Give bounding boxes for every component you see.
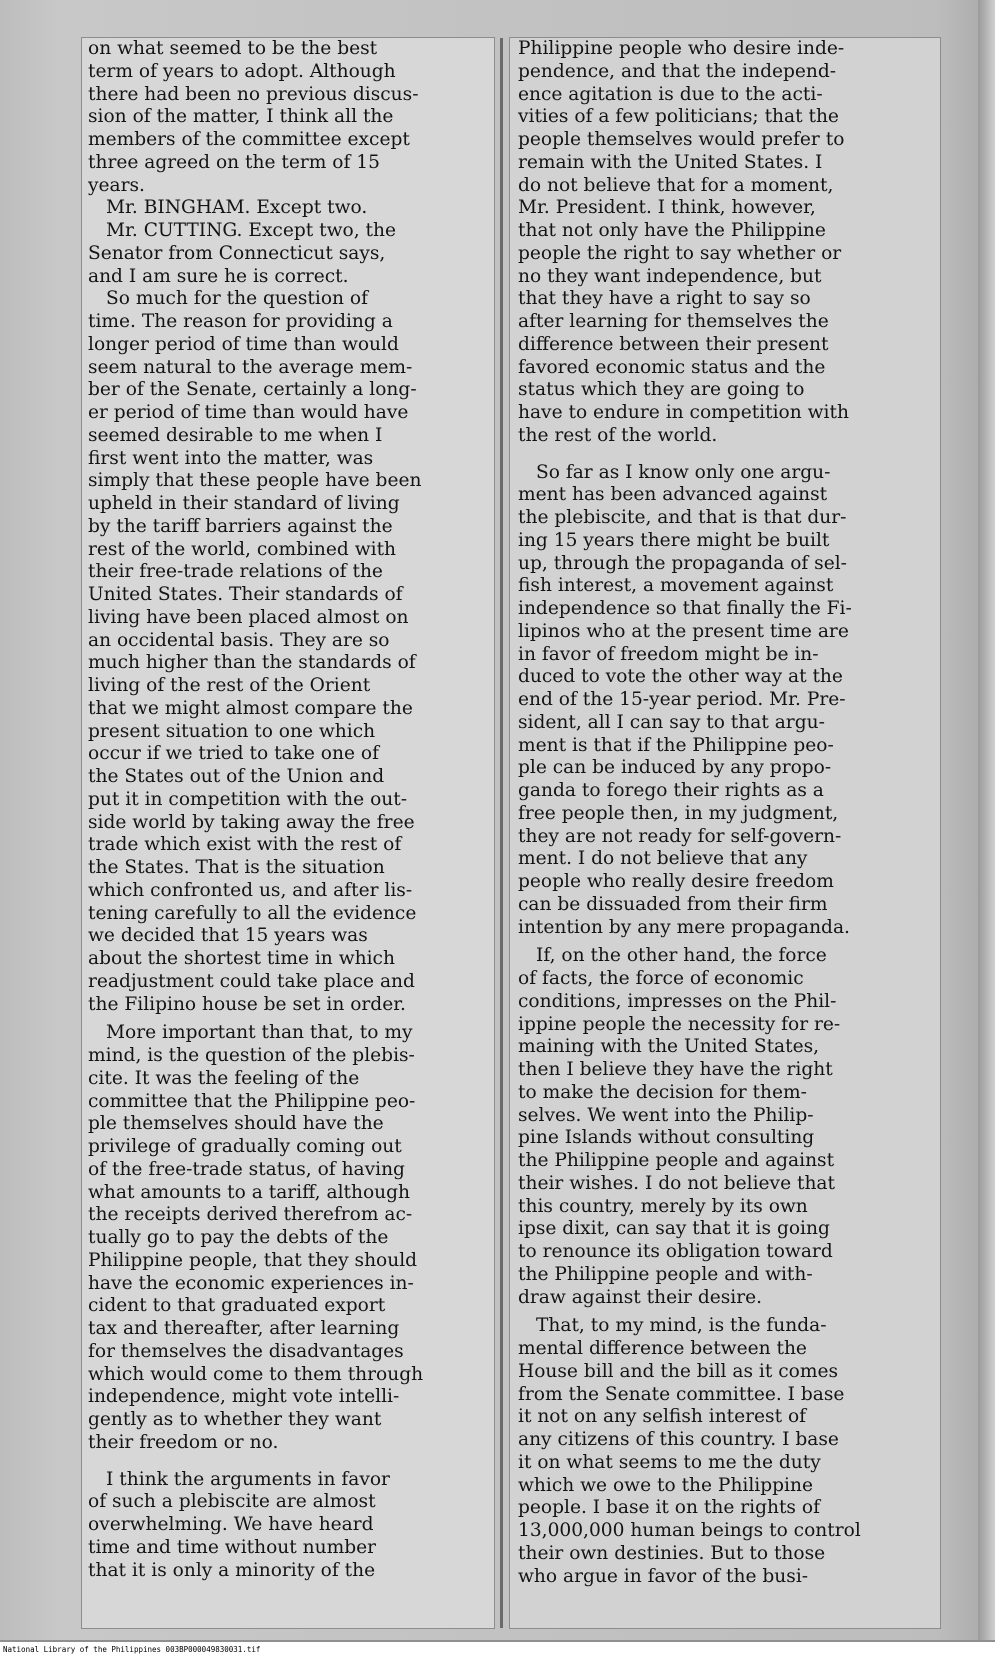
page-edge	[978, 0, 995, 1640]
paragraph: Mr. BINGHAM. Except two.	[106, 197, 368, 219]
paragraph: on what seemed to be the best term of years to adopt. Although there had been no previous discus- sion of the matter, I think all the members of the committee except three agreed on the term of 15 years.	[88, 38, 419, 196]
paragraph: More important than that, to my mind, is the question of the plebis- cite. It was the feeling of the committee that the Philippine peo- ple themselves should have the privilege of gradually coming out of the free-trade status, of having what amounts to a tariff, although the receipts derived therefrom ac- tually go to pay the debts of the Philippine people, that they should have the economic experiences in- cident to that graduated export tax and thereafter, after learning for themselves the disadvantages which would come to them through independence, might vote intelli- gently as to whether they want their freedom or no.	[88, 1022, 424, 1453]
newspaper-column-right	[510, 38, 940, 1628]
newspaper-column-left	[82, 38, 494, 1628]
paragraph: I think the arguments in favor of such a plebiscite are almost overwhelming. We have heard time and time without number that it is only a minority of the	[88, 1468, 390, 1581]
paragraph: That, to my mind, is the funda- mental difference between the House bill and the bill as it comes from the Senate committee. I base it not on any selfish interest of any citizens of this country. I base it on what seems to me the duty which we owe to the Philippine people. I base it on the rights of 13,000,000 human beings to control their own destinies. But to those who argue in favor of the busi-	[518, 1315, 861, 1587]
paragraph: So far as I know only one argu- ment has been advanced against the plebiscite, and that is that dur- ing 15 years there might be built up, through the propaganda of sel- fish interest, a movement against independence so that finally the Fi- lipinos who at the present time are in favor of freedom might be in- duced to vote the other way at the end of the 15-year period. Mr. Pre- sident, all I can say to that argu- ment is that if the Philippine peo- ple can be induced by any propo- ganda to forego their rights as a free people then, in my judgment, they are not ready for self-govern- ment. I do not believe that any people who really desire freedom can be dissuaded from their firm intention by any mere propaganda.	[518, 461, 852, 938]
paragraph: If, on the other hand, the force of facts, the force of economic conditions, impresses on the Phil- ippine people the necessity for re- maining with the United States, then I believe they have the right to make the decision for them- selves. We went into the Philip- pine Islands without consulting the Philippine people and against their wishes. I do not believe that this country, merely by its own ipse dixit, can say that it is going to renounce its obligation toward the Philippine people and with- draw against their desire.	[518, 945, 841, 1308]
column-divider	[500, 38, 503, 1628]
paragraph: So much for the question of time. The reason for providing a longer period of time than would seem natural to the average mem- ber of the Senate, certainly a long- er period of time than would have seemed desirable to me when I first went into the matter, was simply that these people have been upheld in their standard of living by the tariff barriers against the rest of the world, combined with their free-trade relations of the United States. Their standards of living have been placed almost on an occidental basis. They are so much higher than the standards of living of the rest of the Orient that we might almost compare the present situation to one which occur if we tried to take one of the States out of the Union and put it in competition with the out- side world by taking away the free trade which exist with the rest of the States. That is the situation which confronted us, and after lis- tening carefully to all the evidence we decided that 15 years was about the shortest time in which readjustment could take place and the Filipino house be set in order.	[88, 288, 422, 1015]
paragraph: Mr. CUTTING. Except two, the Senator from Connecticut says, and I am sure he is correct.	[88, 220, 396, 287]
scan-caption: National Library of the Philippines 003BP000049830031.tif	[0, 1642, 995, 1658]
paragraph: Philippine people who desire inde- pendence, and that the independ- ence agitation is due to the acti- vities of a few politicians; that the people themselves would prefer to remain with the United States. I do not believe that for a moment, Mr. President. I think, however, that not only have the Philippine people the right to say whether or no they want independence, but that they have a right to say so after learning for themselves the difference between their present favored economic status and the status which they are going to have to endure in competition with the rest of the world.	[518, 38, 849, 446]
